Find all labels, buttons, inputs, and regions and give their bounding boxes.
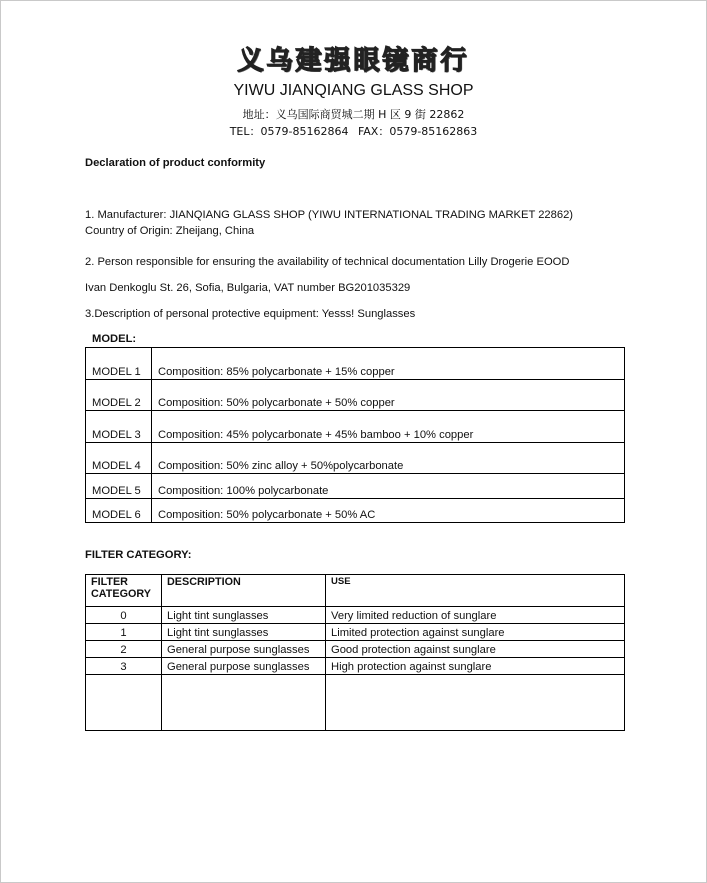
header-description: DESCRIPTION	[162, 575, 326, 607]
description-line: 3.Description of personal protective equipment: Yesss! Sunglasses	[85, 308, 416, 320]
filter-use: Limited protection against sunglare	[326, 624, 625, 641]
declaration-title: Declaration of product conformity	[85, 157, 266, 169]
table-row	[86, 607, 625, 624]
table-row	[86, 348, 625, 380]
filter-category: 0	[86, 607, 162, 624]
filter-category-label: FILTER CATEGORY:	[85, 549, 192, 561]
filter-table	[85, 574, 625, 731]
manufacturer-line: 1. Manufacturer: JIANQIANG GLASS SHOP (YIWU INTERNATIONAL TRADING MARKET 22862)	[85, 209, 574, 221]
company-contact	[0, 123, 707, 139]
filter-category: 2	[86, 641, 162, 658]
model-composition: Composition: 50% zinc alloy + 50%polycarbonate	[152, 443, 625, 474]
telephone: TEL：0579-85162864	[229, 125, 349, 138]
filter-description: Light tint sunglasses	[162, 624, 326, 641]
empty-cell	[86, 675, 162, 731]
company-logo-chinese: 义乌建强眼镜商行	[237, 46, 470, 76]
filter-use: Very limited reduction of sunglare	[326, 607, 625, 624]
filter-use: Good protection against sunglare	[326, 641, 625, 658]
header-category-text: CATEGORY	[91, 588, 151, 600]
table-row	[86, 499, 625, 523]
table-row	[86, 411, 625, 443]
model-name: MODEL 5	[86, 474, 152, 499]
model-table	[85, 347, 625, 523]
responsible-line: 2. Person responsible for ensuring the availability of technical documentation Lilly Drogerie EOOD	[85, 256, 570, 268]
model-composition: Composition: 50% polycarbonate + 50% copper	[152, 380, 625, 411]
responsible-address-line: Ivan Denkoglu St. 26, Sofia, Bulgaria, VAT number BG201035329	[85, 282, 411, 294]
model-name: MODEL 6	[86, 499, 152, 523]
filter-description: General purpose sunglasses	[162, 658, 326, 675]
model-name: MODEL 4	[86, 443, 152, 474]
filter-category: 3	[86, 658, 162, 675]
table-row	[86, 641, 625, 658]
header-filter-category	[86, 575, 162, 607]
filter-category: 1	[86, 624, 162, 641]
company-name-english: YIWU JIANQIANG GLASS SHOP	[233, 82, 474, 99]
model-name: MODEL 2	[86, 380, 152, 411]
model-label: MODEL:	[92, 333, 137, 345]
model-name: MODEL 1	[86, 348, 152, 380]
model-composition: Composition: 45% polycarbonate + 45% bamboo + 10% copper	[152, 411, 625, 443]
filter-use: High protection against sunglare	[326, 658, 625, 675]
model-composition: Composition: 100% polycarbonate	[152, 474, 625, 499]
table-row	[86, 380, 625, 411]
company-address: 地址：义乌国际商贸城二期 H 区 9 街 22862	[242, 108, 465, 121]
fax: FAX：0579-85162863	[357, 125, 478, 138]
header-use: USE	[326, 575, 625, 607]
empty-table-row	[86, 675, 625, 731]
filter-description: General purpose sunglasses	[162, 641, 326, 658]
table-row	[86, 474, 625, 499]
model-name: MODEL 3	[86, 411, 152, 443]
empty-cell	[162, 675, 326, 731]
model-composition: Composition: 50% polycarbonate + 50% AC	[152, 499, 625, 523]
table-row	[86, 658, 625, 675]
filter-description: Light tint sunglasses	[162, 607, 326, 624]
header-filter-text: FILTER	[91, 576, 128, 588]
table-header-row	[86, 575, 625, 607]
table-row	[86, 443, 625, 474]
model-composition: Composition: 85% polycarbonate + 15% copper	[152, 348, 625, 380]
origin-line: Country of Origin: Zheijang, China	[85, 225, 255, 237]
table-row	[86, 624, 625, 641]
empty-cell	[326, 675, 625, 731]
